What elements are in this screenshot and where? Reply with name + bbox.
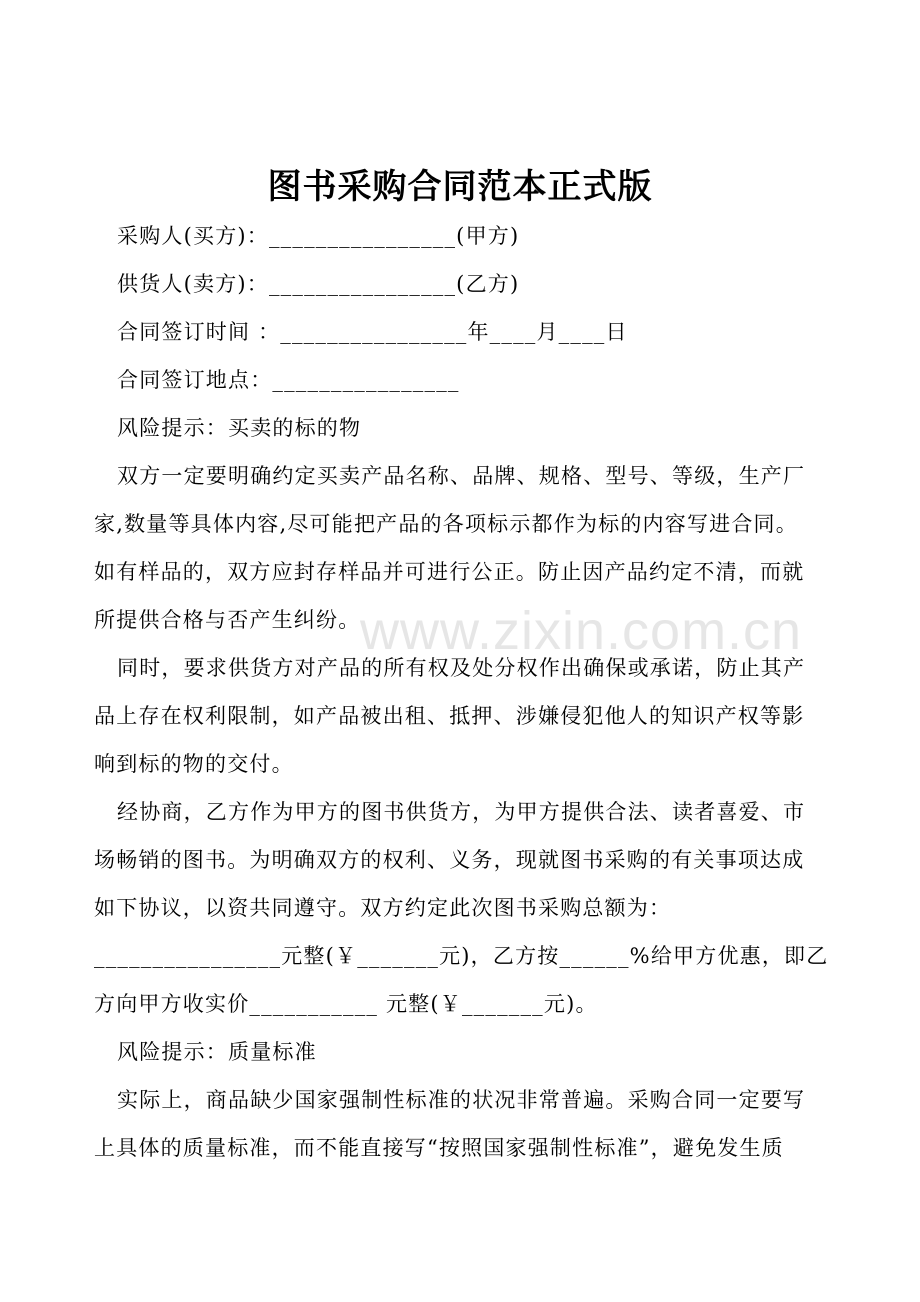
buyer-line: 采购人(买方)：________________(甲方) bbox=[117, 224, 520, 248]
actual-price-line: 方向甲方收实价___________ 元整(￥_______元)。 bbox=[94, 992, 598, 1016]
paragraph-line: 家,数量等具体内容,尽可能把产品的各项标示都作为标的内容写进合同。 bbox=[94, 512, 798, 536]
paragraph-line: 同时，要求供货方对产品的所有权及处分权作出确保或承诺，防止其产 bbox=[117, 656, 806, 680]
risk-heading-quality: 风险提示：质量标准 bbox=[117, 1040, 317, 1064]
paragraph-line: 经协商，乙方作为甲方的图书供货方，为甲方提供合法、读者喜爱、市 bbox=[117, 800, 806, 824]
paragraph-line: 所提供合格与否产生纠纷。 bbox=[94, 608, 361, 632]
paragraph-line: 场畅销的图书。为明确双方的权利、义务，现就图书采购的有关事项达成 bbox=[94, 848, 805, 872]
risk-heading-subject: 风险提示：买卖的标的物 bbox=[117, 416, 362, 440]
paragraph-line: 如有样品的，双方应封存样品并可进行公正。防止因产品约定不清，而就 bbox=[94, 560, 805, 584]
sign-place-line: 合同签订地点：________________ bbox=[117, 368, 460, 392]
paragraph-line: 双方一定要明确约定买卖产品名称、品牌、规格、型号、等级，生产厂 bbox=[117, 464, 806, 488]
paragraph-line: 上具体的质量标准，而不能直接写“按照国家强制性标准”，避免发生质 bbox=[94, 1136, 784, 1160]
paragraph-line: 品上存在权利限制，如产品被出租、抵押、涉嫌侵犯他人的知识产权等影 bbox=[94, 704, 805, 728]
amount-line: ________________元整(￥_______元)，乙方按______%给甲方优惠，即乙 bbox=[94, 944, 829, 968]
paragraph-line: 实际上，商品缺少国家强制性标准的状况非常普遍。采购合同一定要写 bbox=[117, 1088, 806, 1112]
paragraph-line: 响到标的物的交付。 bbox=[94, 752, 294, 776]
watermark: www.zixin.com.cn bbox=[360, 601, 803, 661]
seller-line: 供货人(卖方)：________________(乙方) bbox=[117, 272, 520, 296]
document-title: 图书采购合同范本正式版 bbox=[267, 167, 653, 207]
paragraph-line: 如下协议，以资共同遵守。双方约定此次图书采购总额为： bbox=[94, 896, 672, 920]
sign-date-line: 合同签订时间 ：________________年____月____日 bbox=[117, 320, 628, 344]
